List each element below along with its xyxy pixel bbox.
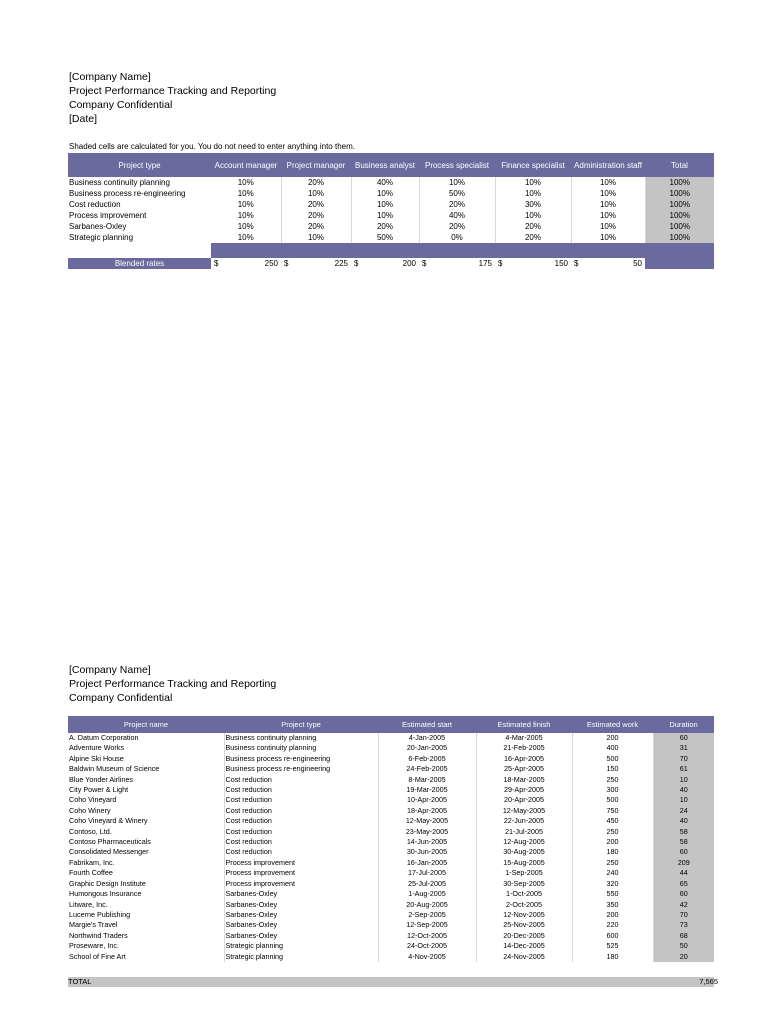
table-row <box>68 952 714 962</box>
project-type-cell: Business continuity planning <box>224 743 378 753</box>
duration-cell: 40 <box>653 785 714 795</box>
table-row <box>68 754 714 764</box>
duration-cell: 20 <box>653 952 714 962</box>
finish-date-cell: 18-Mar-2005 <box>476 775 572 785</box>
project-type-cell: Strategic planning <box>224 941 378 951</box>
total-cell: 100% <box>645 232 714 243</box>
total-cell: 100% <box>645 221 714 232</box>
percent-cell: 40% <box>351 177 419 188</box>
percent-cell: 10% <box>571 188 645 199</box>
project-type-cell: Sarbanes-Oxley <box>224 920 378 930</box>
project-type-cell: Process improvement <box>224 858 378 868</box>
table-row <box>68 879 714 889</box>
column-header: Process specialist <box>419 153 495 177</box>
work-cell: 450 <box>572 816 653 826</box>
blended-rate-cell <box>281 258 351 269</box>
table-row <box>68 785 714 795</box>
project-name-cell: Contoso, Ltd. <box>68 827 224 837</box>
finish-date-cell: 2-Oct-2005 <box>476 900 572 910</box>
finish-date-cell: 16-Apr-2005 <box>476 754 572 764</box>
percent-cell: 10% <box>351 199 419 210</box>
start-date-cell: 2-Sep-2005 <box>378 910 476 920</box>
work-cell: 300 <box>572 785 653 795</box>
column-header: Estimated finish <box>476 716 572 733</box>
table-row <box>68 733 714 743</box>
table-row <box>68 900 714 910</box>
project-name-cell: City Power & Light <box>68 785 224 795</box>
project-name-cell: Proseware, Inc. <box>68 941 224 951</box>
percent-cell: 10% <box>281 232 351 243</box>
project-type-cell: Cost reduction <box>69 200 121 209</box>
percent-cell: 10% <box>281 188 351 199</box>
spacer-cell <box>571 243 645 258</box>
blended-rate-value: 50 <box>633 259 642 268</box>
percent-cell: 20% <box>495 221 571 232</box>
percent-cell: 10% <box>571 210 645 221</box>
spacer-cell <box>495 243 571 258</box>
project-type-cell: Cost reduction <box>224 827 378 837</box>
total-cell: 100% <box>645 210 714 221</box>
percent-cell: 0% <box>419 232 495 243</box>
percent-cell: 10% <box>571 232 645 243</box>
percent-cell: 20% <box>419 221 495 232</box>
work-cell: 525 <box>572 941 653 951</box>
finish-date-cell: 30-Aug-2005 <box>476 847 572 857</box>
column-header: Project manager <box>281 153 351 177</box>
start-date-cell: 1-Aug-2005 <box>378 889 476 899</box>
finish-date-cell: 14-Dec-2005 <box>476 941 572 951</box>
work-cell: 200 <box>572 910 653 920</box>
work-cell: 150 <box>572 764 653 774</box>
percent-cell: 10% <box>351 188 419 199</box>
percent-cell: 10% <box>211 232 281 243</box>
finish-date-cell: 22-Jun-2005 <box>476 816 572 826</box>
start-date-cell: 20-Aug-2005 <box>378 900 476 910</box>
project-type-cell: Cost reduction <box>224 806 378 816</box>
duration-cell: 70 <box>653 754 714 764</box>
finish-date-cell: 21-Feb-2005 <box>476 743 572 753</box>
project-type-cell: Business continuity planning <box>69 178 170 187</box>
finish-date-cell: 20-Apr-2005 <box>476 795 572 805</box>
project-type-cell: Cost reduction <box>224 816 378 826</box>
total-cell: 100% <box>645 199 714 210</box>
table-row <box>68 847 714 857</box>
table-row <box>68 795 714 805</box>
project-schedule-table <box>68 716 714 962</box>
column-header: Finance specialist <box>495 153 571 177</box>
percent-cell: 50% <box>419 188 495 199</box>
table-row <box>68 858 714 868</box>
project-name-cell: Baldwin Museum of Science <box>68 764 224 774</box>
blended-rate-value: 150 <box>554 259 568 268</box>
spacer-cell <box>68 243 211 258</box>
project-name-cell: Fabrikam, Inc. <box>68 858 224 868</box>
project-type-cell: Sarbanes-Oxley <box>224 889 378 899</box>
work-cell: 600 <box>572 931 653 941</box>
finish-date-cell: 29-Apr-2005 <box>476 785 572 795</box>
finish-date-cell: 15-Aug-2005 <box>476 858 572 868</box>
work-cell: 250 <box>572 775 653 785</box>
blended-rates-label: Blended rates <box>68 258 211 269</box>
finish-date-cell: 25-Apr-2005 <box>476 764 572 774</box>
table-row <box>68 221 714 232</box>
header-block-2 <box>69 663 276 705</box>
table-row <box>68 837 714 847</box>
column-header: Account manager <box>211 153 281 177</box>
blended-rates-row <box>68 258 714 269</box>
total-cell: 100% <box>645 188 714 199</box>
project-name-cell: Coho Vineyard & Winery <box>68 816 224 826</box>
duration-cell: 24 <box>653 806 714 816</box>
table-row <box>68 806 714 816</box>
spacer-cell <box>419 243 495 258</box>
start-date-cell: 6-Feb-2005 <box>378 754 476 764</box>
duration-cell: 40 <box>653 816 714 826</box>
column-header: Administration staff <box>571 153 645 177</box>
table-row <box>68 743 714 753</box>
total-row <box>68 977 718 987</box>
percent-cell: 20% <box>281 221 351 232</box>
project-type-cell: Cost reduction <box>224 785 378 795</box>
table-row <box>68 764 714 774</box>
column-header: Business analyst <box>351 153 419 177</box>
start-date-cell: 14-Jun-2005 <box>378 837 476 847</box>
column-header: Project type <box>224 716 378 733</box>
project-name-cell: Northwind Traders <box>68 931 224 941</box>
table-row <box>68 910 714 920</box>
date-label: [Date] <box>69 113 98 125</box>
project-name-cell: School of Fine Art <box>68 952 224 962</box>
project-type-cell: Cost reduction <box>224 847 378 857</box>
report-title: Project Performance Tracking and Reporting <box>69 85 277 97</box>
project-type-cell: Cost reduction <box>224 837 378 847</box>
duration-cell: 58 <box>653 837 714 847</box>
confidential-label: Company Confidential <box>69 99 173 111</box>
percent-cell: 20% <box>281 177 351 188</box>
table-row <box>68 941 714 951</box>
blended-rate-value: 250 <box>264 259 278 268</box>
start-date-cell: 4-Jan-2005 <box>378 733 476 743</box>
blended-rate-value: 225 <box>334 259 348 268</box>
start-date-cell: 18-Apr-2005 <box>378 806 476 816</box>
percent-cell: 10% <box>495 177 571 188</box>
column-header: Estimated start <box>378 716 476 733</box>
company-name: [Company Name] <box>69 71 151 83</box>
project-type-cell: Sarbanes-Oxley <box>224 900 378 910</box>
percent-cell: 10% <box>211 199 281 210</box>
start-date-cell: 16-Jan-2005 <box>378 858 476 868</box>
project-type-cell: Cost reduction <box>224 795 378 805</box>
finish-date-cell: 4-Mar-2005 <box>476 733 572 743</box>
duration-cell: 60 <box>653 733 714 743</box>
duration-cell: 10 <box>653 775 714 785</box>
start-date-cell: 24-Oct-2005 <box>378 941 476 951</box>
duration-cell: 10 <box>653 795 714 805</box>
duration-cell: 44 <box>653 868 714 878</box>
column-header: Project name <box>68 716 224 733</box>
start-date-cell: 10-Apr-2005 <box>378 795 476 805</box>
percent-cell: 10% <box>495 188 571 199</box>
work-cell: 550 <box>572 889 653 899</box>
finish-date-cell: 21-Jul-2005 <box>476 827 572 837</box>
duration-cell: 209 <box>653 858 714 868</box>
table-row <box>68 931 714 941</box>
table-row <box>68 232 714 243</box>
percent-cell: 20% <box>281 210 351 221</box>
percent-cell: 10% <box>495 210 571 221</box>
project-name-cell: Coho Winery <box>68 806 224 816</box>
start-date-cell: 12-Oct-2005 <box>378 931 476 941</box>
work-cell: 400 <box>572 743 653 753</box>
percent-cell: 10% <box>211 177 281 188</box>
duration-cell: 42 <box>653 900 714 910</box>
work-cell: 320 <box>572 879 653 889</box>
finish-date-cell: 1-Sep-2005 <box>476 868 572 878</box>
percent-cell: 30% <box>495 199 571 210</box>
duration-cell: 60 <box>653 889 714 899</box>
work-cell: 250 <box>572 827 653 837</box>
finish-date-cell: 20-Dec-2005 <box>476 931 572 941</box>
work-cell: 240 <box>572 868 653 878</box>
duration-cell: 73 <box>653 920 714 930</box>
table-row <box>68 177 714 188</box>
table-row <box>68 920 714 930</box>
start-date-cell: 4-Nov-2005 <box>378 952 476 962</box>
work-cell: 750 <box>572 806 653 816</box>
project-type-cell: Sarbanes-Oxley <box>69 222 127 231</box>
finish-date-cell: 24-Nov-2005 <box>476 952 572 962</box>
project-name-cell: Alpine Ski House <box>68 754 224 764</box>
project-name-cell: Coho Vineyard <box>68 795 224 805</box>
table-row <box>68 816 714 826</box>
spacer-cell <box>351 243 419 258</box>
project-name-cell: A. Datum Corporation <box>68 733 224 743</box>
project-name-cell: Adventure Works <box>68 743 224 753</box>
finish-date-cell: 12-May-2005 <box>476 806 572 816</box>
percent-cell: 10% <box>571 177 645 188</box>
work-cell: 250 <box>572 858 653 868</box>
table-row <box>68 827 714 837</box>
work-cell: 200 <box>572 733 653 743</box>
project-name-cell: Consolidated Messenger <box>68 847 224 857</box>
project-type-cell: Process improvement <box>224 868 378 878</box>
blended-rate-value: 175 <box>478 259 492 268</box>
project-type-cell: Business process re-engineering <box>224 764 378 774</box>
percent-cell: 20% <box>281 199 351 210</box>
project-type-cell: Strategic planning <box>69 233 134 242</box>
start-date-cell: 12-May-2005 <box>378 816 476 826</box>
start-date-cell: 19-Mar-2005 <box>378 785 476 795</box>
project-type-cell: Cost reduction <box>224 775 378 785</box>
currency-symbol: $ <box>214 259 219 268</box>
project-type-cell: Sarbanes-Oxley <box>224 931 378 941</box>
finish-date-cell: 25-Nov-2005 <box>476 920 572 930</box>
company-name-2: [Company Name] <box>69 664 151 676</box>
currency-symbol: $ <box>354 259 359 268</box>
duration-cell: 68 <box>653 931 714 941</box>
header-block-1 <box>69 70 276 126</box>
total-label: TOTAL <box>68 977 92 986</box>
report-title-2: Project Performance Tracking and Reporting <box>69 678 277 690</box>
column-header: Duration <box>653 716 714 733</box>
project-name-cell: Humongous Insurance <box>68 889 224 899</box>
table-row <box>68 199 714 210</box>
blended-rate-cell <box>211 258 281 269</box>
finish-date-cell: 12-Aug-2005 <box>476 837 572 847</box>
blended-rate-cell <box>495 258 571 269</box>
percent-cell: 10% <box>211 221 281 232</box>
currency-symbol: $ <box>574 259 579 268</box>
spacer-row <box>68 243 714 258</box>
percent-cell: 10% <box>571 199 645 210</box>
column-header: Total <box>645 153 714 177</box>
percent-cell: 10% <box>211 188 281 199</box>
spacer-cell <box>645 243 714 258</box>
work-cell: 350 <box>572 900 653 910</box>
work-cell: 220 <box>572 920 653 930</box>
table-row <box>68 188 714 199</box>
blended-rate-cell <box>351 258 419 269</box>
blended-rate-cell <box>571 258 645 269</box>
work-cell: 180 <box>572 847 653 857</box>
start-date-cell: 8-Mar-2005 <box>378 775 476 785</box>
work-cell: 180 <box>572 952 653 962</box>
project-name-cell: Margie's Travel <box>68 920 224 930</box>
total-cell: 100% <box>645 177 714 188</box>
table-row <box>68 775 714 785</box>
shaded-cells-note: Shaded cells are calculated for you. You do not need to enter anything into them. <box>69 142 355 151</box>
duration-cell: 60 <box>653 847 714 857</box>
start-date-cell: 12-Sep-2005 <box>378 920 476 930</box>
project-name-cell: Contoso Pharmaceuticals <box>68 837 224 847</box>
project-type-cell: Strategic planning <box>224 952 378 962</box>
table-row <box>68 210 714 221</box>
finish-date-cell: 12-Nov-2005 <box>476 910 572 920</box>
project-type-allocation-table <box>68 153 714 258</box>
project-type-cell: Business process re-engineering <box>224 754 378 764</box>
percent-cell: 20% <box>495 232 571 243</box>
duration-cell: 58 <box>653 827 714 837</box>
project-type-cell: Process improvement <box>69 211 147 220</box>
project-name-cell: Fourth Coffee <box>68 868 224 878</box>
percent-cell: 10% <box>211 210 281 221</box>
start-date-cell: 20-Jan-2005 <box>378 743 476 753</box>
percent-cell: 20% <box>351 221 419 232</box>
finish-date-cell: 1-Oct-2005 <box>476 889 572 899</box>
project-name-cell: Blue Yonder Airlines <box>68 775 224 785</box>
duration-cell: 65 <box>653 879 714 889</box>
total-value: 7,565 <box>699 977 718 986</box>
duration-cell: 31 <box>653 743 714 753</box>
column-header: Project type <box>68 153 211 177</box>
currency-symbol: $ <box>284 259 289 268</box>
spacer-cell <box>281 243 351 258</box>
percent-cell: 10% <box>419 177 495 188</box>
blended-rates-end-bar <box>645 258 714 269</box>
project-name-cell: Graphic Design Institute <box>68 879 224 889</box>
percent-cell: 20% <box>419 199 495 210</box>
start-date-cell: 23-May-2005 <box>378 827 476 837</box>
table-row <box>68 889 714 899</box>
work-cell: 500 <box>572 795 653 805</box>
percent-cell: 10% <box>571 221 645 232</box>
start-date-cell: 17-Jul-2005 <box>378 868 476 878</box>
duration-cell: 61 <box>653 764 714 774</box>
percent-cell: 10% <box>351 210 419 221</box>
start-date-cell: 30-Jun-2005 <box>378 847 476 857</box>
table-row <box>68 868 714 878</box>
duration-cell: 70 <box>653 910 714 920</box>
percent-cell: 40% <box>419 210 495 221</box>
blended-rate-value: 200 <box>402 259 416 268</box>
currency-symbol: $ <box>498 259 503 268</box>
work-cell: 500 <box>572 754 653 764</box>
duration-cell: 50 <box>653 941 714 951</box>
project-type-cell: Business process re-engineering <box>69 189 186 198</box>
confidential-label-2: Company Confidential <box>69 692 173 704</box>
start-date-cell: 25-Jul-2005 <box>378 879 476 889</box>
start-date-cell: 24-Feb-2005 <box>378 764 476 774</box>
project-type-cell: Business continuity planning <box>224 733 378 743</box>
project-name-cell: Lucerne Publishing <box>68 910 224 920</box>
project-name-cell: Litware, Inc. <box>68 900 224 910</box>
spacer-cell <box>211 243 281 258</box>
work-cell: 200 <box>572 837 653 847</box>
finish-date-cell: 30-Sep-2005 <box>476 879 572 889</box>
project-type-cell: Sarbanes-Oxley <box>224 910 378 920</box>
blended-rate-cell <box>419 258 495 269</box>
column-header: Estimated work <box>572 716 653 733</box>
percent-cell: 50% <box>351 232 419 243</box>
project-type-cell: Process improvement <box>224 879 378 889</box>
currency-symbol: $ <box>422 259 427 268</box>
